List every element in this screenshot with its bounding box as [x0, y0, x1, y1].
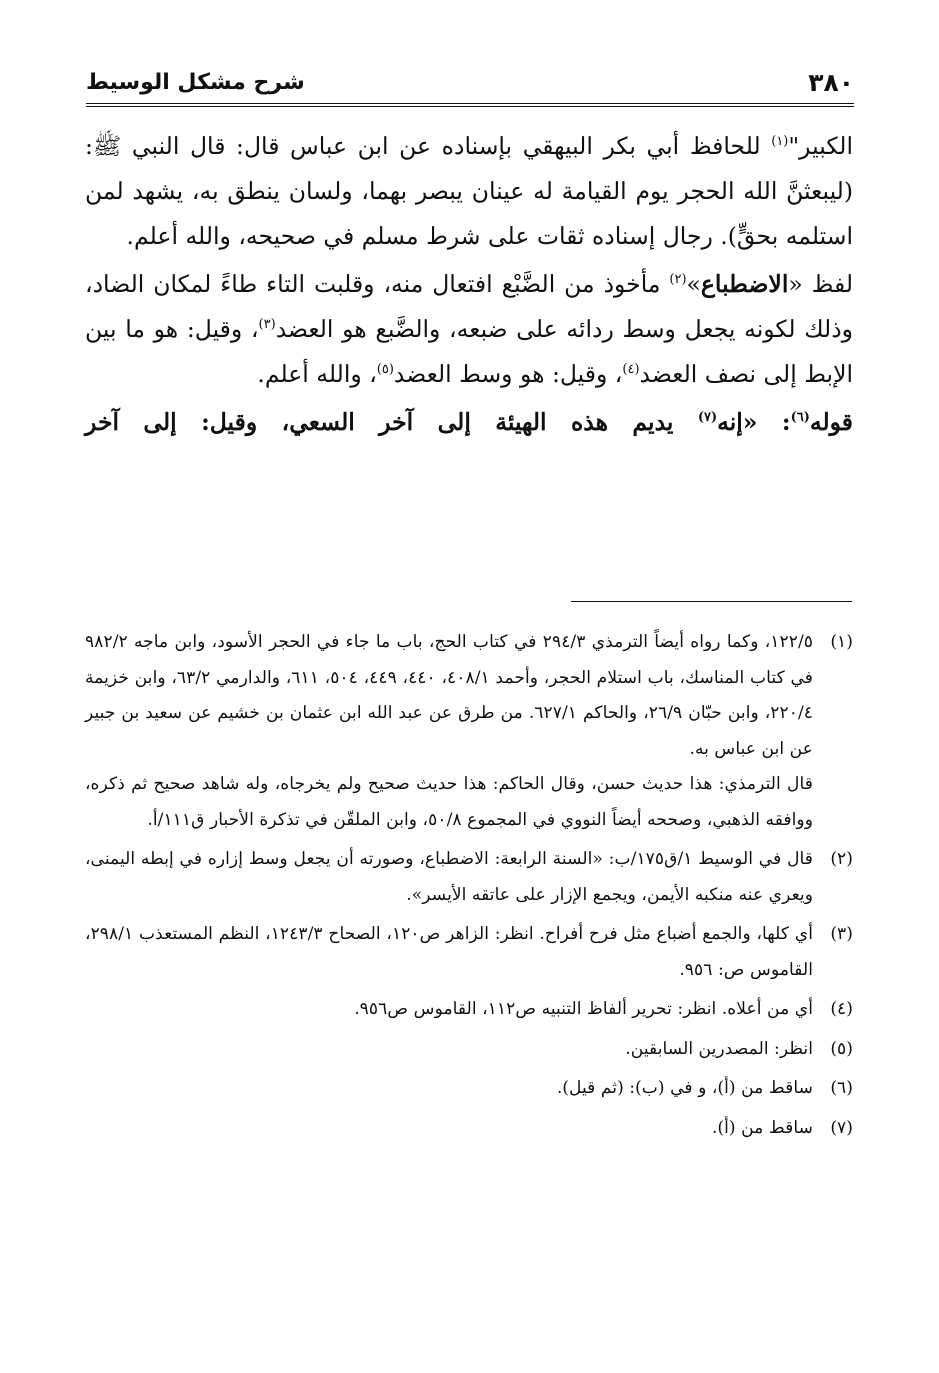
- footnote-text: ساقط من (أ)، و في (ب): (ثم قيل).: [556, 1078, 813, 1098]
- footnote-number: (١): [830, 632, 853, 652]
- footnote-number: (٢): [830, 849, 853, 869]
- text-run: ، وقيل: هو وسط العضد: [393, 360, 623, 388]
- text-run: يديم هذه الهيئة إلى آخر السعي، وقيل: إلى آخر: [85, 408, 698, 436]
- paragraph-3: [85, 400, 853, 445]
- text-run: : «إنه: [717, 408, 791, 436]
- paragraph-2: [85, 262, 853, 397]
- page-header: [86, 66, 854, 108]
- footnote-ref-1: (١): [771, 134, 789, 149]
- main-text: [85, 124, 853, 448]
- footnote-number: (٧): [830, 1117, 853, 1138]
- header-divider: [86, 103, 854, 107]
- text-run: ، والله أعلم.: [257, 360, 377, 388]
- footnote-number: (٣): [830, 924, 853, 944]
- footnote-ref-4: (٤): [622, 362, 640, 377]
- footnote-text: ١٢٢/٥، وكما رواه أيضاً الترمذي ٢٩٤/٣ في كتاب الحج، باب ما جاء في الحجر الأسود، وابن ماجه ٩٨٢/٢ في كتاب المناسك، باب استلام الحجر، وأحمد ٤٠٨/١، ٤٤٠، ٤٤٩، ٥٠٤، ٦١١، والدارمي ٦٣/٢، وابن خزيمة ٢٢٠/٤، وابن حبّان ٢٦/٩، والحاكم ٦٢٧/١. من طرق عن عبد الله ابن عثمان بن خشيم عن سعيد بن جبير عن ابن عباس به.: [85, 632, 813, 759]
- footnote-text: قال في الوسيط ١/ق١٧٥/ب: «السنة الرابعة: الاضطباع، وصورته أن يجعل وسط إزاره في إبطه اليمنى، ويعري عنه منكبه الأيمن، ويجمع الإزار على عاتقه الأيسر».: [85, 849, 814, 905]
- footnote-text: قال الترمذي: هذا حديث حسن، وقال الحاكم: هذا حديث صحيح ولم يخرجاه، وله شاهد صحيح ثم ذكره، ووافقه الذهبي، وصححه أيضاً النووي في المجموع ٥٠/٨، وابن الملقّن في تذكرة الأحبار ق١١١/أ.: [85, 774, 813, 830]
- bold-term: الاضطباع: [700, 270, 789, 298]
- footnote-6: [85, 1071, 853, 1107]
- text-run: ، وقيل: هو ما بين الإبط إلى نصف العضد: [85, 315, 853, 388]
- footnote-4: [85, 992, 853, 1028]
- footnotes: [85, 625, 853, 1150]
- footnote-divider: [571, 601, 852, 602]
- footnote-ref-5: (٥): [376, 362, 394, 377]
- text-run: للحافظ أبي بكر البيهقي بإسناده عن ابن عباس قال: قال النبي ﷺ: (ليبعثنَّ الله الحجر يوم القيامة له عينان يبصر بهما، ولسان ينطق به، يشهد لمن استلمه بحقٍّ). رجال إسناده ثقات على شرط مسلم في صحيحه، والله أعلم.: [85, 132, 853, 250]
- footnote-text: ساقط من (أ).: [711, 1117, 813, 1138]
- text-run: قوله: [809, 408, 854, 436]
- text-run: لفظ «: [788, 270, 853, 298]
- footnote-1: [85, 625, 853, 838]
- footnote-text: أي من أعلاه. انظر: تحرير ألفاظ التنبيه ص١١٢، القاموس ص٩٥٦.: [354, 999, 813, 1019]
- footnote-5: [85, 1032, 853, 1068]
- footnote-ref-7: (٧): [697, 410, 718, 425]
- footnote-3: [85, 917, 853, 988]
- footnote-number: (٦): [830, 1078, 853, 1098]
- page-number: ٣٨٠: [808, 68, 854, 97]
- paragraph-1: [85, 124, 853, 259]
- footnote-number: (٥): [830, 1038, 853, 1059]
- text-run: »: [686, 270, 701, 298]
- running-title: شرح مشكل الوسيط: [86, 70, 305, 95]
- footnote-ref-2: (٢): [669, 272, 687, 287]
- footnote-number: (٤): [830, 999, 853, 1019]
- text-run: الكبير": [788, 132, 853, 160]
- footnote-7: [85, 1111, 853, 1147]
- footnote-2: [85, 842, 853, 913]
- text-run: مأخوذ من الضَّبْع افتعال منه، وقلبت التاء طاءً لمكان الضاد، وذلك لكونه يجعل وسط ردائه على ضبعه، والضَّبع هو العضد: [85, 270, 854, 343]
- footnote-ref-3: (٣): [258, 317, 276, 332]
- footnote-text: انظر: المصدرين السابقين.: [625, 1038, 813, 1059]
- footnote-text: أي كلها، والجمع أضباع مثل فرح أفراح. انظر: الزاهر ص١٢٠، الصحاح ١٢٤٣/٣، النظم المستعذب ٢٩٨/١، القاموس ص: ٩٥٦.: [85, 924, 813, 980]
- footnote-ref-6: (٦): [790, 410, 810, 425]
